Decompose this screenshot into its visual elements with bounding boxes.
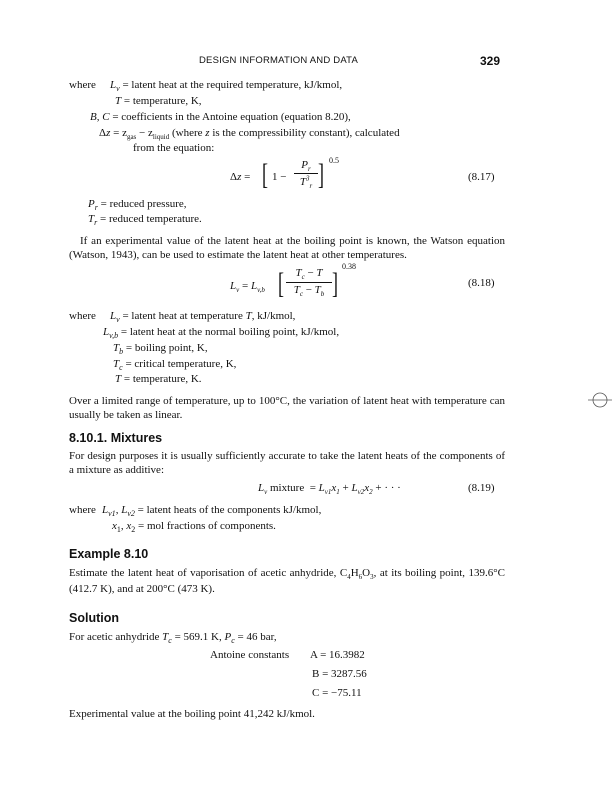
def-lv: $L_v$ = latent heat at the required temperature, kJ/kmol, <box>110 79 343 94</box>
example-heading: Example 8.10 <box>69 547 149 561</box>
where-label-1: where <box>69 79 96 91</box>
def-lv-2: $L_v$ = latent heat at temperature T, kJ/kmol, <box>110 310 296 325</box>
def-pr-text: reduced pressure, <box>109 198 187 210</box>
example-paragraph: Estimate the latent heat of vaporisation of acetic anhydride, $C_4H_6O_3$, at its boiling point, 139.6°C (412.7 K), and at 200°C (473 K). <box>69 567 505 596</box>
def-lv12: $L_{v1}$, $L_{v2}$ = latent heats of the components kJ/kmol, <box>102 504 322 519</box>
def-bc: B, C = coefficients in the Antoine equation (equation 8.20), <box>90 111 351 123</box>
def-lvb: $L_{v,b}$ = latent heat at the normal boiling point, kJ/kmol, <box>103 326 340 341</box>
def-tr: $T_r$ = reduced temperature. <box>88 213 202 228</box>
where-label-3: where <box>69 310 96 322</box>
running-header: DESIGN INFORMATION AND DATA <box>199 55 358 66</box>
equation-number-8-18: (8.18) <box>468 277 495 289</box>
def-lvb-text: latent heat at the normal boiling point, kJ/kmol, <box>129 326 340 338</box>
def-x12: $x_1$, $x_2$ = mol fractions of components. <box>112 520 276 535</box>
solution-heading: Solution <box>69 611 119 625</box>
def-pr: $P_r$ = reduced pressure, <box>88 198 187 213</box>
section-heading: 8.10.1. Mixtures <box>69 431 163 445</box>
page-number: 329 <box>480 54 501 68</box>
def-t-text: temperature, K, <box>132 95 202 107</box>
where-label-4: where <box>69 504 96 516</box>
def-tr-text: reduced temperature. <box>108 213 202 225</box>
def-tc: $T_c$ = critical temperature, K, <box>113 358 237 373</box>
def-tb: $T_b$ = boiling point, K, <box>113 342 208 357</box>
crop-mark <box>586 388 612 412</box>
equation-number-8-19: (8.19) <box>468 482 495 494</box>
def-x12-text: mol fractions of components. <box>147 520 276 532</box>
exp-818: 0.38 <box>342 262 356 271</box>
watson-paragraph: If an experimental value of the latent heat at the boiling point is known, the Watson equation (Watson, 1943), can be used to estimate the latent heat at other temperatures. <box>69 235 505 262</box>
exp-817: 0.5 <box>329 156 339 165</box>
def-t-2: T = temperature, K. <box>115 373 202 385</box>
antoine-a: A = 16.3982 <box>310 649 365 661</box>
def-lv-text: latent heat at the required temperature, kJ/kmol, <box>131 79 343 91</box>
solution-last-line: Experimental value at the boiling point 41,242 kJ/kmol. <box>69 708 315 720</box>
equation-8-19: $L_v$ mixture = $L_{v1}x_1 + L_{v2}x_2$ + · · · <box>258 482 401 497</box>
def-tb-text: boiling point, K, <box>134 342 208 354</box>
linear-paragraph: Over a limited range of temperature, up to 100°C, the variation of latent heat with temperature can usually be taken as linear. <box>69 395 505 422</box>
def-t: T = temperature, K, <box>115 95 202 107</box>
equation-number-8-17: (8.17) <box>468 171 495 183</box>
def-dz-continued: from the equation: <box>133 142 215 154</box>
def-dz: $\Delta z = z_{gas} - z_{liquid}$ (where z is the compressibility constant), calculated <box>99 127 400 142</box>
def-lv12-text: latent heats of the components kJ/kmol, <box>146 504 322 516</box>
antoine-c: C = −75.11 <box>312 687 362 699</box>
def-t2-text: temperature, K. <box>132 373 202 385</box>
def-bc-text: coefficients in the Antoine equation (equation 8.20), <box>121 111 351 123</box>
solution-line-1: For acetic anhydride $T_c = 569.1$ K, $P_c = 46$ bar, <box>69 631 277 646</box>
antoine-b: B = 3287.56 <box>312 668 367 680</box>
def-tc-text: critical temperature, K, <box>134 358 237 370</box>
antoine-label: Antoine constants <box>210 649 290 661</box>
section-paragraph: For design purposes it is usually sufficiently accurate to take the latent heats of the components of a mixture as additive: <box>69 450 505 477</box>
